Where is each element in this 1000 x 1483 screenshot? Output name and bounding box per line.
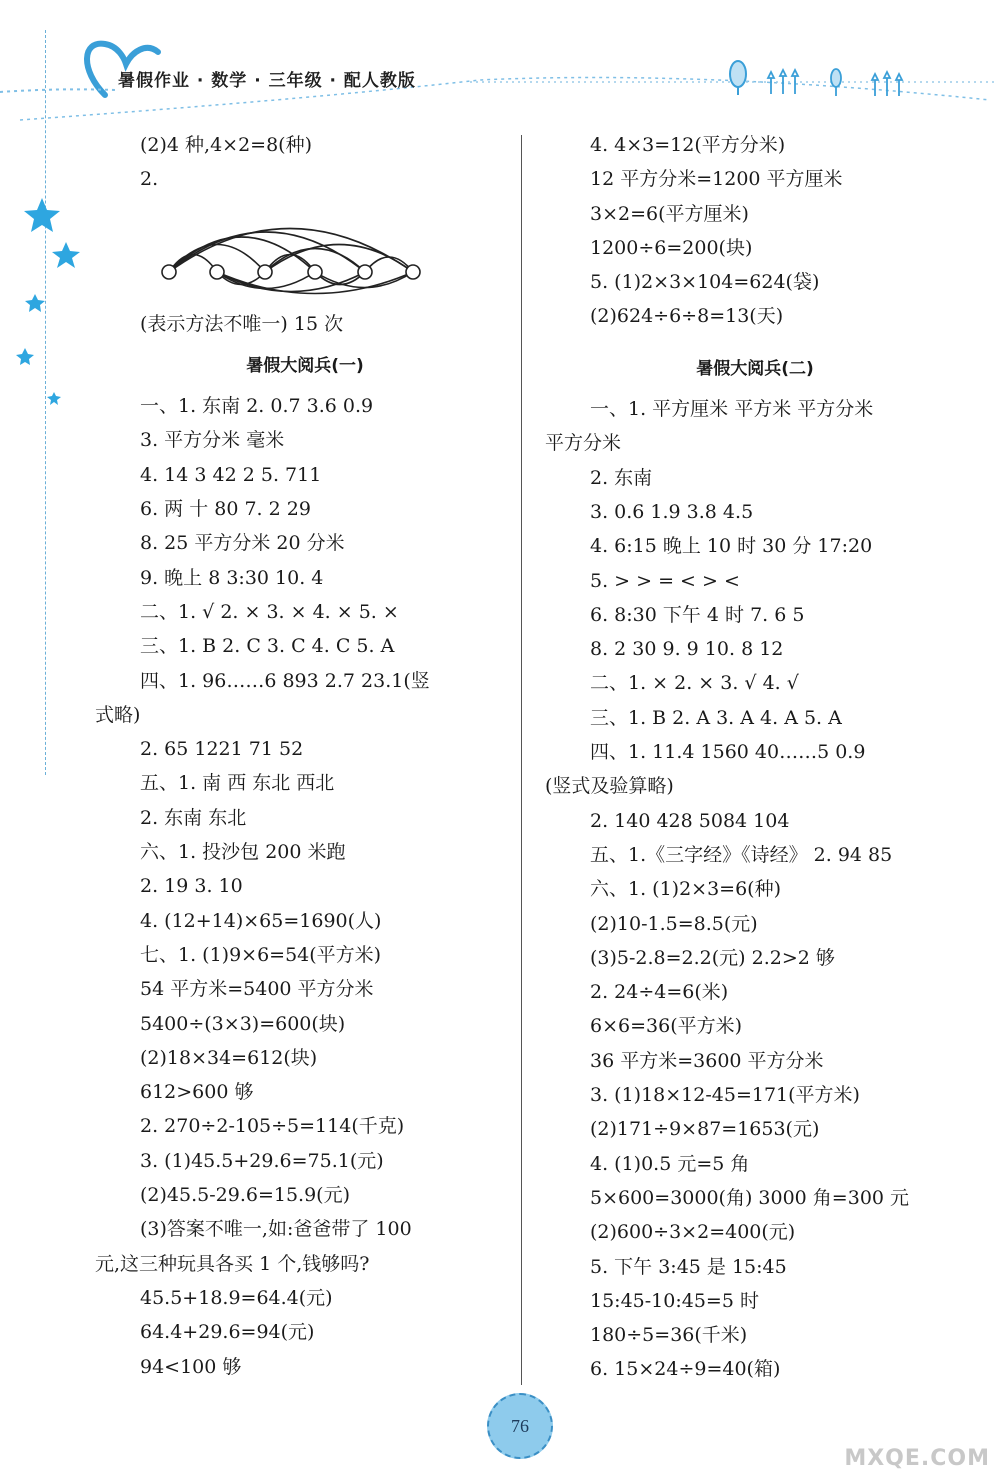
bud-icon: [831, 69, 841, 96]
answer-line: 5. 下午 3:45 是 15:45: [590, 1255, 787, 1278]
answer-line: (2)45.5-29.6=15.9(元): [140, 1184, 350, 1207]
answer-line: 64.4+29.6=94(元): [140, 1321, 315, 1344]
answer-line: 3. (1)45.5+29.6=75.1(元): [140, 1149, 384, 1172]
header-decoration: [0, 0, 1000, 130]
answer-line: 3. 平方分米 毫米: [140, 429, 285, 452]
section-title: 暑假大阅兵(一): [246, 355, 364, 376]
answer-line: (2)600÷3×2=400(元): [590, 1221, 796, 1244]
answer-line: 3. 0.6 1.9 3.8 4.5: [590, 500, 754, 523]
answer-line: 5400÷(3×3)=600(块): [140, 1012, 346, 1035]
answer-line: 36 平方米=3600 平方分米: [590, 1049, 824, 1072]
answer-line: 五、1. 南 西 东北 西北: [140, 772, 335, 795]
answer-line: 45.5+18.9=64.4(元): [140, 1286, 333, 1309]
answer-line: (3)5-2.8=2.2(元) 2.2>2 够: [590, 946, 835, 969]
answer-line: 94<100 够: [140, 1355, 242, 1378]
answer-line: (2)10-1.5=8.5(元): [590, 912, 758, 935]
answer-line: (2)171÷9×87=1653(元): [590, 1118, 820, 1141]
answer-line: 2.: [140, 168, 159, 191]
answer-line: 12 平方分米=1200 平方厘米: [590, 168, 843, 191]
answer-line: 一、1. 东南 2. 0.7 3.6 0.9: [140, 395, 374, 418]
answer-line: (2)4 种,4×2=8(种): [140, 134, 313, 156]
answer-line: 5. > > = < > <: [590, 569, 740, 592]
diagram-caption: (表示方法不唯一) 15 次: [140, 312, 344, 335]
answer-line: 三、1. B 2. A 3. A 4. A 5. A: [590, 706, 842, 729]
answer-line: 8. 25 平方分米 20 分米: [140, 532, 345, 555]
answer-line: 3. (1)18×12-45=171(平方米): [590, 1084, 860, 1107]
answer-line: 一、1. 平方厘米 平方米 平方分米: [590, 398, 874, 421]
answer-line: 四、1. 96……6 893 2.7 23.1(竖: [140, 669, 430, 692]
star-icon: [25, 294, 45, 312]
handshake-diagram: [155, 197, 455, 307]
answer-line: 6. 8:30 下午 4 时 7. 6 5: [590, 603, 805, 626]
star-icon: [52, 242, 80, 268]
column-divider: [521, 135, 522, 1385]
answer-line: 七、1. (1)9×6=54(平方米): [140, 943, 382, 966]
answer-line: 平方分米: [545, 432, 622, 455]
answer-line: 六、1. 投沙包 200 米跑: [140, 841, 346, 864]
star-icon: [47, 392, 61, 405]
answer-line: (2)624÷6÷8=13(天): [590, 305, 784, 328]
answer-line: 五、1.《三字经》《诗经》 2. 94 85: [590, 843, 893, 866]
answer-line: 3×2=6(平方厘米): [590, 202, 749, 225]
answer-line: 1200÷6=200(块): [590, 236, 753, 259]
star-icon: [24, 198, 60, 232]
left-column: [95, 128, 515, 1384]
answer-line: 4. 6:15 晚上 10 时 30 分 17:20: [590, 535, 873, 558]
answer-line: 四、1. 11.4 1560 40……5 0.9: [590, 741, 866, 764]
answer-line: 2. 东南 东北: [140, 806, 247, 829]
page-number: 76: [487, 1393, 553, 1459]
section-title: 暑假大阅兵(二): [696, 358, 814, 379]
answer-line: 2. 19 3. 10: [140, 875, 243, 898]
answer-line: 612>600 够: [140, 1081, 254, 1104]
answer-line: 6. 15×24÷9=40(箱): [590, 1358, 781, 1381]
star-icon: [16, 348, 34, 365]
answer-line: 6. 两 十 80 7. 2 29: [140, 498, 311, 521]
answer-line: 9. 晚上 8 3:30 10. 4: [140, 566, 324, 589]
answer-line: 6×6=36(平方米): [590, 1015, 743, 1038]
answer-line: 54 平方米=5400 平方分米: [140, 978, 374, 1001]
answer-line: 4. (1)0.5 元=5 角: [590, 1152, 750, 1175]
tulip-icon: [872, 72, 902, 96]
answer-line: 5×600=3000(角) 3000 角=300 元: [590, 1186, 910, 1209]
answer-line: 二、1. × 2. × 3. √ 4. √: [590, 672, 799, 695]
answer-line: 元,这三种玩具各买 1 个,钱够吗?: [95, 1252, 370, 1275]
watermark: MXQE.COM: [844, 1446, 990, 1471]
answer-line: 15:45-10:45=5 时: [590, 1289, 759, 1312]
answer-line: 2. 东南: [590, 466, 653, 489]
answer-line: 六、1. (1)2×3=6(种): [590, 878, 782, 901]
answer-line: 二、1. √ 2. × 3. × 4. × 5. ×: [140, 600, 399, 623]
answer-line: 5. (1)2×3×104=624(袋): [590, 271, 820, 294]
answer-line: 2. 24÷4=6(米): [590, 981, 729, 1004]
star-decoration: [0, 190, 100, 610]
tulip-icon: [768, 70, 798, 94]
answer-line: (2)18×34=612(块): [140, 1046, 318, 1069]
answer-line: 2. 140 428 5084 104: [590, 809, 790, 832]
answer-line: 4. (12+14)×65=1690(人): [140, 909, 382, 932]
header-title: 暑假作业 · 数学 · 三年级 · 配人教版: [118, 71, 416, 91]
answer-line: 三、1. B 2. C 3. C 4. C 5. A: [140, 635, 395, 658]
right-column: [545, 128, 965, 1387]
answer-line: 4. 14 3 42 2 5. 711: [140, 463, 322, 486]
answer-line: 2. 270÷2-105÷5=114(千克): [140, 1115, 405, 1138]
answer-line: (竖式及验算略): [545, 775, 674, 798]
answer-line: 180÷5=36(千米): [590, 1324, 748, 1347]
answer-line: 4. 4×3=12(平方分米): [590, 134, 786, 156]
answer-line: 2. 65 1221 71 52: [140, 738, 304, 761]
answer-line: 式略): [95, 703, 141, 726]
answer-line: 8. 2 30 9. 9 10. 8 12: [590, 638, 784, 661]
page-header: [0, 0, 1000, 130]
leaf-icon: [730, 61, 746, 95]
answer-line: (3)答案不唯一,如:爸爸带了 100: [140, 1218, 412, 1241]
